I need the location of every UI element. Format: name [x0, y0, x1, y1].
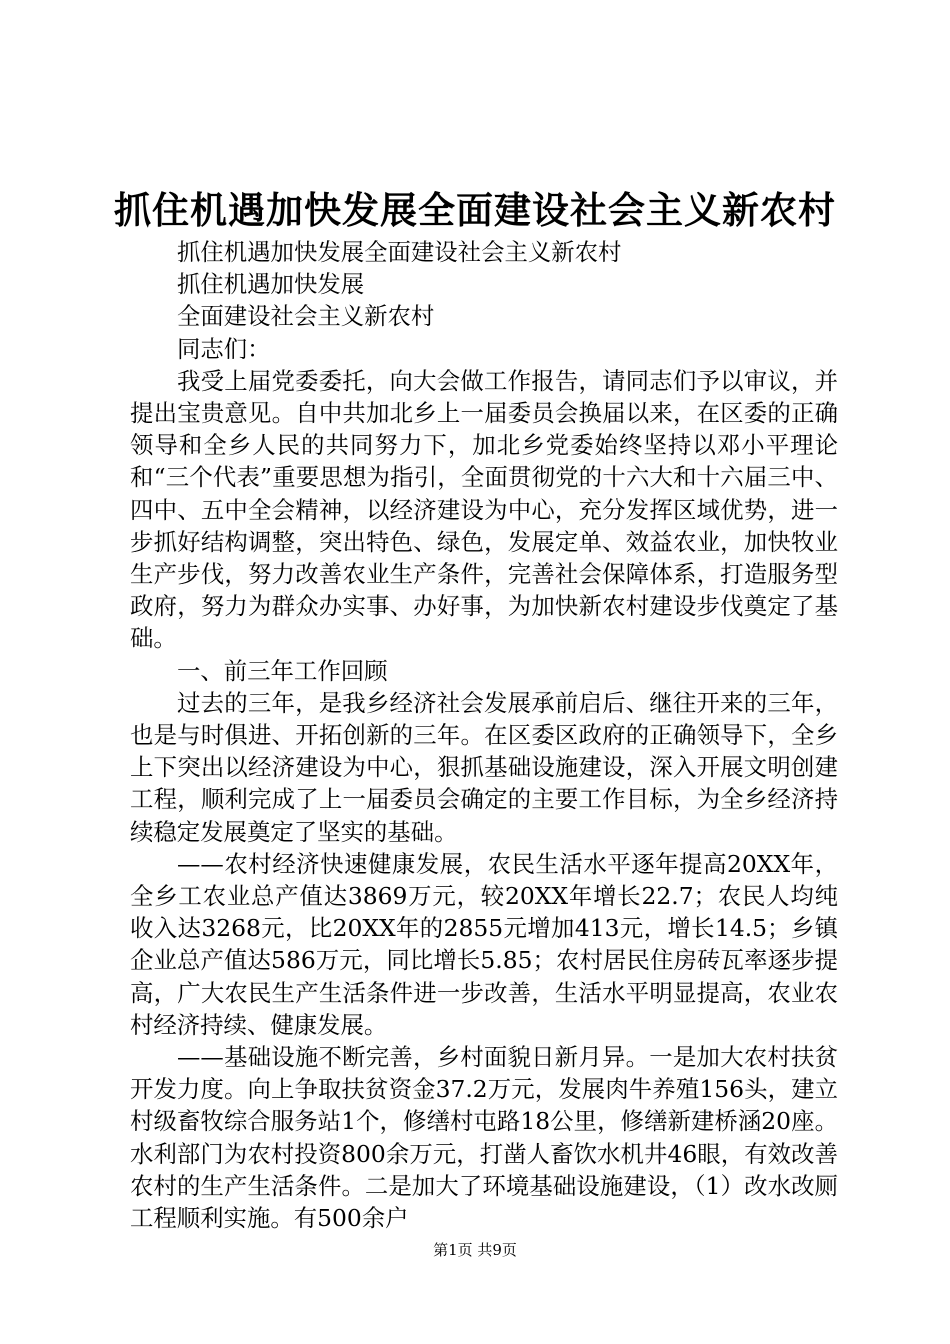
paragraph-subtitle-part2: 全面建设社会主义新农村 [177, 302, 435, 331]
paragraph-infrastructure: ——基础设施不断完善，乡村面貌日新月异。一是加大农村扶贫开发力度。向上争取扶贫资金37.2万元，发展肉牛养殖156头，建立村级畜牧综合服务站1个，修缮村屯路18公里，修缮新建桥涵20座。水利部门为农村投资800余万元，打凿人畜饮水机井46眼，有效改善农村的生产生活条件。二是加大了环境基础设施建设，（1）改水改厕工程顺利实施。有500余户 [130, 1043, 838, 1233]
paragraph-subtitle-part1: 抓住机遇加快发展 [177, 270, 365, 299]
document-body [130, 236, 838, 1234]
paragraph-review: 过去的三年，是我乡经济社会发展承前启后、继往开来的三年，也是与时俱进、开拓创新的三年。在区委区政府的正确领导下，全乡上下突出以经济建设为中心，狠抓基础设施建设，深入开展文明创建工程，顺利完成了上一届委员会确定的主要工作目标，为全乡经济持续稳定发展奠定了坚实的基础。 [130, 688, 838, 846]
paragraph-salutation: 同志们： [177, 334, 271, 363]
document-title: 抓住机遇加快发展全面建设社会主义新农村 [114, 188, 836, 232]
section-heading: 一、前三年工作回顾 [177, 656, 388, 685]
page-footer: 第1页 共9页 [433, 1241, 517, 1259]
paragraph-subtitle-full: 抓住机遇加快发展全面建设社会主义新农村 [177, 238, 622, 266]
paragraph-economy: ——农村经济快速健康发展，农民生活水平逐年提高20XX年，全乡工农业总产值达3869万元，较20XX年增长22.7；农民人均纯收入达3268元，比20XX年的2855元增加413元，增长14.5；乡镇企业总产值达586万元，同比增长5.85；农村居民住房砖瓦率逐步提高，广大农民生产生活条件进一步改善，生活水平明显提高，农业农村经济持续、健康发展。 [130, 849, 838, 1039]
paragraph-intro: 我受上届党委委托，向大会做工作报告，请同志们予以审议，并提出宝贵意见。自中共加北乡上一届委员会换届以来，在区委的正确领导和全乡人民的共同努力下，加北乡党委始终坚持以邓小平理论和“三个代表”重要思想为指引，全面贯彻党的十六大和十六届三中、四中、五中全会精神，以经济建设为中心，充分发挥区域优势，进一步抓好结构调整，突出特色、绿色，发展定单、效益农业，加快牧业生产步伐，努力改善农业生产条件，完善社会保障体系，打造服务型政府，努力为群众办实事、办好事，为加快新农村建设步伐奠定了基础。 [130, 366, 838, 653]
